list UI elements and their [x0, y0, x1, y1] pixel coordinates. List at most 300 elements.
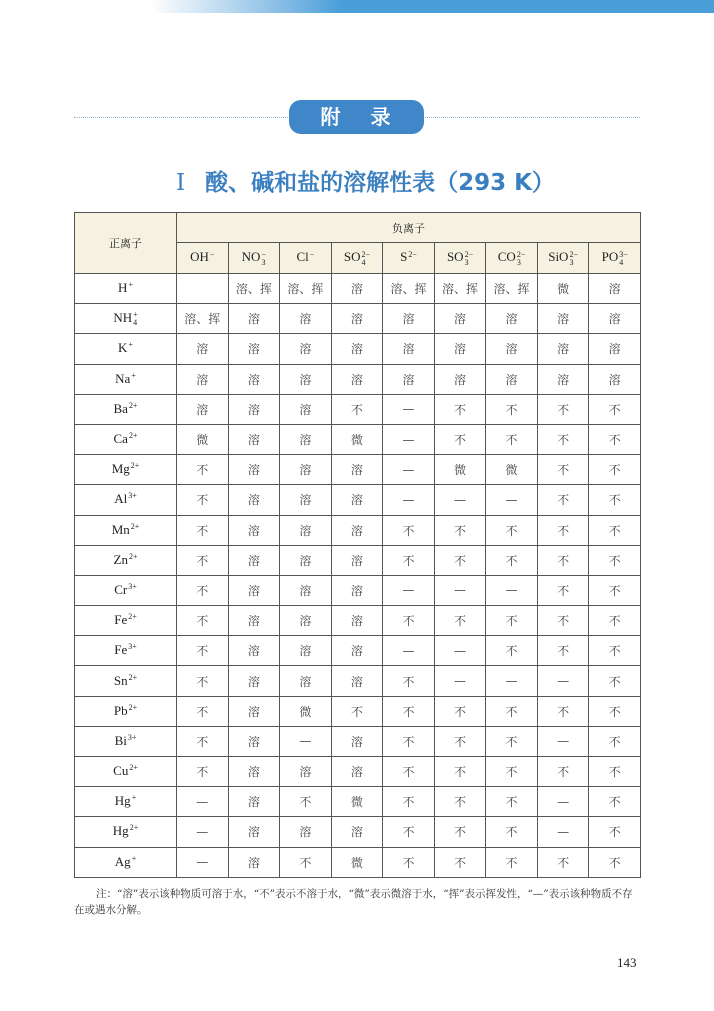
solubility-cell: 不	[537, 636, 589, 666]
solubility-cell: 不	[434, 847, 486, 877]
ion-subscript	[129, 410, 138, 418]
ion-formula	[115, 854, 136, 869]
solubility-cell: 不	[383, 545, 435, 575]
solubility-cell: 不	[486, 787, 538, 817]
solubility-cell: 溶	[280, 515, 332, 545]
ion-superscript: 2+	[128, 672, 138, 682]
ion-superscript: 3+	[128, 491, 137, 501]
ion-charge	[131, 372, 136, 388]
solubility-cell: 溶	[589, 304, 641, 334]
solubility-cell: 不	[434, 696, 486, 726]
solubility-cell: 不	[383, 666, 435, 696]
ion-formula	[446, 249, 474, 267]
cation-cell	[75, 696, 177, 726]
anion-header	[486, 243, 538, 274]
ion-formula	[114, 582, 137, 597]
solubility-cell: 不	[177, 636, 229, 666]
solubility-cell: 溶	[177, 394, 229, 424]
ion-base: Pb	[113, 702, 128, 718]
solubility-cell: 不	[486, 636, 538, 666]
solubility-cell: 不	[589, 455, 641, 485]
ion-superscript: +	[131, 370, 136, 380]
solubility-cell: 不	[589, 485, 641, 515]
ion-formula	[115, 733, 137, 748]
solubility-cell: 不	[589, 636, 641, 666]
ion-formula	[343, 249, 370, 267]
solubility-cell: —	[383, 636, 435, 666]
ion-formula	[114, 552, 138, 567]
solubility-cell: 溶	[331, 455, 383, 485]
solubility-cell: 不	[331, 696, 383, 726]
ion-charge	[361, 251, 370, 267]
solubility-cell: 微	[537, 274, 589, 304]
solubility-cell: —	[537, 726, 589, 756]
solubility-cell: 溶	[228, 606, 280, 636]
ion-superscript: +	[128, 280, 133, 290]
cation-cell	[75, 394, 177, 424]
solubility-cell: 不	[537, 757, 589, 787]
solubility-cell: —	[486, 485, 538, 515]
divider-right	[425, 117, 640, 118]
solubility-cell: —	[177, 817, 229, 847]
ion-formula	[190, 249, 214, 264]
ion-subscript	[128, 349, 133, 357]
solubility-cell: 不	[434, 424, 486, 454]
ion-subscript	[128, 591, 137, 599]
solubility-cell: 溶	[537, 364, 589, 394]
solubility-cell: 不	[589, 515, 641, 545]
ion-base: SO	[343, 249, 361, 265]
solubility-cell: 微	[331, 787, 383, 817]
ion-subscript	[129, 561, 138, 569]
ion-superscript: 2−	[361, 249, 370, 259]
ion-superscript: 2−	[516, 249, 526, 259]
table-row	[75, 274, 641, 304]
solubility-cell: 溶	[228, 696, 280, 726]
ion-superscript: 2+	[128, 702, 138, 712]
solubility-cell: 不	[383, 726, 435, 756]
solubility-cell: 溶	[537, 304, 589, 334]
solubility-cell: 不	[383, 696, 435, 726]
ion-superscript: +	[131, 853, 137, 863]
ion-superscript: 3+	[128, 642, 137, 652]
ion-formula	[115, 793, 136, 808]
solubility-cell: 溶	[331, 364, 383, 394]
solubility-cell: 溶	[280, 606, 332, 636]
solubility-cell: 溶	[280, 545, 332, 575]
solubility-cell: 溶	[280, 636, 332, 666]
solubility-cell: 溶、挥	[228, 274, 280, 304]
ion-subscript	[128, 621, 137, 629]
top-decorative-bar	[0, 0, 714, 13]
ion-superscript: 2+	[128, 400, 138, 410]
solubility-cell: 微	[331, 424, 383, 454]
solubility-cell: 不	[589, 847, 641, 877]
ion-superscript: −	[261, 249, 266, 259]
ion-base: SiO	[548, 249, 569, 265]
solubility-cell: 溶	[228, 636, 280, 666]
ion-subscript: 3	[261, 257, 266, 267]
ion-base: NO	[241, 249, 261, 265]
solubility-cell: 不	[331, 394, 383, 424]
solubility-cell: 不	[177, 606, 229, 636]
cation-cell	[75, 304, 177, 334]
solubility-cell: 溶	[228, 364, 280, 394]
ion-formula	[296, 249, 314, 264]
ion-base: Al	[114, 491, 128, 507]
solubility-cell: 不	[177, 726, 229, 756]
solubility-cell: —	[434, 636, 486, 666]
table-row	[75, 455, 641, 485]
table-row	[75, 726, 641, 756]
solubility-cell: 不	[589, 606, 641, 636]
ion-superscript: 2−	[569, 249, 578, 259]
solubility-cell: 溶	[177, 364, 229, 394]
solubility-cell: 不	[383, 847, 435, 877]
solubility-cell: —	[434, 575, 486, 605]
table-row	[75, 334, 641, 364]
solubility-cell: 不	[177, 545, 229, 575]
cation-cell	[75, 636, 177, 666]
ion-subscript	[128, 500, 137, 508]
solubility-cell: 溶、挥	[434, 274, 486, 304]
table-row	[75, 485, 641, 515]
ion-subscript: 4	[361, 257, 366, 267]
ion-formula	[497, 249, 526, 267]
solubility-cell: 溶	[589, 334, 641, 364]
solubility-cell: 不	[434, 515, 486, 545]
cation-header: 正离子	[75, 213, 177, 274]
ion-base: Cr	[114, 581, 128, 597]
solubility-cell: 溶	[280, 666, 332, 696]
ion-subscript	[310, 259, 315, 267]
table-row	[75, 636, 641, 666]
solubility-cell: 溶	[383, 304, 435, 334]
solubility-cell: 溶	[280, 334, 332, 364]
solubility-cell: 溶	[228, 757, 280, 787]
ion-formula	[548, 249, 578, 267]
anion-header	[228, 243, 280, 274]
ion-charge	[133, 311, 138, 327]
ion-subscript	[210, 259, 215, 267]
solubility-cell: 溶、挥	[177, 304, 229, 334]
ion-subscript: 4	[133, 318, 138, 328]
ion-base: Sn	[113, 672, 128, 688]
solubility-cell: 不	[486, 424, 538, 454]
solubility-cell: 不	[383, 515, 435, 545]
solubility-cell: 溶	[228, 817, 280, 847]
cation-cell	[75, 787, 177, 817]
ion-charge	[128, 341, 133, 357]
solubility-cell: 不	[434, 545, 486, 575]
ion-superscript: 2+	[129, 823, 139, 833]
solubility-cell: 微	[331, 847, 383, 877]
solubility-cell: —	[177, 787, 229, 817]
title-text: 酸、碱和盐的溶解性表（293 K）	[205, 170, 555, 196]
ion-base: SO	[446, 249, 464, 265]
appendix-badge	[289, 100, 424, 134]
solubility-cell: 溶	[280, 424, 332, 454]
solubility-cell: 溶、挥	[486, 274, 538, 304]
solubility-cell: 溶	[228, 847, 280, 877]
ion-base: S	[400, 249, 408, 265]
solubility-cell: —	[383, 485, 435, 515]
solubility-cell: 溶	[331, 485, 383, 515]
ion-charge	[129, 674, 138, 690]
solubility-cell: 溶	[331, 545, 383, 575]
ion-charge	[128, 613, 137, 629]
solubility-cell: 不	[589, 696, 641, 726]
solubility-cell: 溶	[228, 515, 280, 545]
cation-cell	[75, 606, 177, 636]
ion-superscript: 2+	[130, 461, 140, 471]
solubility-cell: 不	[177, 575, 229, 605]
solubility-cell: 溶	[228, 787, 280, 817]
ion-base: Mn	[111, 521, 130, 537]
solubility-table	[74, 212, 641, 878]
solubility-cell: 溶	[383, 334, 435, 364]
ion-superscript: 2−	[464, 249, 474, 259]
ion-charge	[517, 251, 526, 267]
solubility-cell: 不	[434, 606, 486, 636]
solubility-cell: 不	[589, 666, 641, 696]
solubility-cell: 不	[434, 394, 486, 424]
solubility-cell: 溶	[280, 757, 332, 787]
solubility-cell: —	[486, 666, 538, 696]
table-row	[75, 304, 641, 334]
ion-charge	[129, 432, 138, 448]
solubility-cell: 溶	[589, 274, 641, 304]
solubility-cell: 不	[486, 847, 538, 877]
ion-base: Hg	[114, 793, 131, 809]
ion-superscript: 3+	[127, 732, 137, 742]
anion-header	[537, 243, 589, 274]
solubility-cell: —	[383, 424, 435, 454]
anion-header	[331, 243, 383, 274]
solubility-cell: 不	[537, 455, 589, 485]
cation-cell	[75, 666, 177, 696]
solubility-cell: 溶	[228, 666, 280, 696]
table-row	[75, 606, 641, 636]
ion-charge	[261, 251, 266, 267]
ion-subscript	[129, 712, 138, 720]
solubility-cell: 溶	[331, 726, 383, 756]
ion-base: Fe	[114, 642, 128, 658]
ion-subscript: 3	[464, 257, 469, 267]
solubility-cell: 不	[589, 545, 641, 575]
ion-subscript	[132, 863, 137, 871]
solubility-cell: 不	[177, 666, 229, 696]
ion-charge	[619, 251, 628, 267]
cation-cell	[75, 485, 177, 515]
ion-subscript	[129, 772, 138, 780]
ion-superscript: +	[133, 310, 138, 320]
table-row	[75, 696, 641, 726]
ion-superscript: 3+	[128, 581, 137, 591]
ion-charge	[129, 402, 138, 418]
title-number: I	[176, 170, 186, 196]
solubility-cell: —	[434, 666, 486, 696]
ion-charge	[129, 704, 138, 720]
ion-base: Hg	[112, 823, 129, 839]
anion-header	[589, 243, 641, 274]
ion-formula	[113, 310, 138, 328]
solubility-cell: 不	[589, 817, 641, 847]
solubility-cell: 不	[537, 847, 589, 877]
solubility-cell: 溶	[331, 606, 383, 636]
ion-subscript	[128, 289, 133, 297]
solubility-cell: —	[537, 666, 589, 696]
ion-base: K	[118, 340, 128, 356]
solubility-cell: 不	[280, 847, 332, 877]
cation-cell	[75, 334, 177, 364]
ion-base: Cl	[296, 249, 309, 265]
table-row	[75, 515, 641, 545]
anion-header	[177, 243, 229, 274]
solubility-cell: 溶	[228, 575, 280, 605]
ion-base: Ag	[114, 853, 131, 869]
table-row	[75, 666, 641, 696]
anion-header	[280, 243, 332, 274]
ion-charge	[210, 251, 215, 267]
solubility-cell: —	[383, 455, 435, 485]
solubility-cell: 不	[434, 817, 486, 847]
ion-base: Na	[115, 370, 131, 386]
solubility-cell	[177, 274, 229, 304]
ion-base: PO	[601, 249, 619, 265]
solubility-cell: 不	[486, 696, 538, 726]
solubility-cell: 不	[589, 757, 641, 787]
ion-charge	[130, 824, 139, 840]
solubility-cell: 不	[177, 757, 229, 787]
ion-base: Zn	[113, 551, 128, 567]
solubility-cell: 溶	[228, 545, 280, 575]
cation-cell	[75, 575, 177, 605]
ion-superscript: −	[309, 249, 315, 259]
solubility-cell: 溶	[434, 304, 486, 334]
solubility-cell: 溶	[434, 364, 486, 394]
ion-charge	[132, 794, 137, 810]
solubility-cell: 不	[383, 787, 435, 817]
solubility-cell: 溶	[486, 334, 538, 364]
solubility-cell: 不	[177, 485, 229, 515]
solubility-cell: 不	[434, 757, 486, 787]
solubility-cell: 不	[486, 606, 538, 636]
solubility-cell: 不	[589, 787, 641, 817]
ion-charge	[465, 251, 474, 267]
ion-superscript: 2+	[130, 521, 140, 531]
solubility-cell: 溶	[228, 334, 280, 364]
ion-superscript: 2+	[129, 763, 138, 773]
cation-cell	[75, 455, 177, 485]
solubility-cell: 溶	[280, 817, 332, 847]
ion-charge	[310, 251, 315, 267]
ion-subscript: 4	[619, 257, 624, 267]
ion-charge	[128, 583, 137, 599]
divider-left	[74, 117, 288, 118]
solubility-cell: 溶	[280, 455, 332, 485]
solubility-cell: 不	[589, 575, 641, 605]
solubility-cell: 溶	[331, 304, 383, 334]
ion-base: OH	[190, 249, 209, 265]
appendix-char-1: 附	[320, 105, 343, 129]
ion-superscript: 2+	[128, 612, 137, 622]
ion-superscript: −	[209, 249, 215, 259]
cation-cell	[75, 847, 177, 877]
ion-subscript: 3	[516, 257, 521, 267]
ion-charge	[131, 523, 140, 539]
cation-cell	[75, 545, 177, 575]
ion-charge	[132, 855, 137, 871]
ion-base: H	[118, 280, 128, 296]
ion-superscript: 3−	[619, 249, 628, 259]
ion-superscript: +	[128, 340, 133, 350]
solubility-cell: —	[537, 787, 589, 817]
table-row	[75, 817, 641, 847]
solubility-cell: 不	[177, 455, 229, 485]
page-title	[176, 164, 555, 197]
ion-base: NH	[113, 310, 133, 326]
solubility-cell: 溶	[228, 304, 280, 334]
ion-base: Cu	[113, 763, 129, 779]
table-row	[75, 545, 641, 575]
solubility-cell: 不	[434, 726, 486, 756]
table-row	[75, 364, 641, 394]
solubility-cell: 微	[280, 696, 332, 726]
solubility-cell: 不	[486, 394, 538, 424]
cation-cell	[75, 424, 177, 454]
solubility-cell: 溶	[486, 364, 538, 394]
solubility-cell: 不	[537, 545, 589, 575]
cation-cell	[75, 515, 177, 545]
solubility-cell: 不	[177, 696, 229, 726]
ion-formula	[114, 673, 137, 688]
solubility-cell: 不	[486, 757, 538, 787]
ion-formula	[115, 371, 136, 386]
ion-subscript	[130, 832, 139, 840]
solubility-cell: 溶	[383, 364, 435, 394]
solubility-cell: 不	[486, 726, 538, 756]
ion-formula	[241, 249, 266, 267]
solubility-cell: 不	[383, 817, 435, 847]
ion-charge	[129, 553, 138, 569]
cation-cell	[75, 364, 177, 394]
solubility-cell: 不	[537, 485, 589, 515]
ion-formula	[112, 461, 140, 476]
solubility-cell: 不	[537, 515, 589, 545]
solubility-cell: —	[537, 817, 589, 847]
solubility-cell: 不	[589, 726, 641, 756]
solubility-cell: 溶	[177, 334, 229, 364]
solubility-cell: 不	[537, 696, 589, 726]
solubility-cell: 不	[434, 787, 486, 817]
anion-group-header: 负离子	[177, 213, 641, 243]
ion-superscript: 2−	[408, 249, 417, 259]
cation-cell	[75, 726, 177, 756]
ion-subscript	[132, 802, 137, 810]
ion-formula	[114, 612, 137, 627]
ion-subscript	[408, 259, 417, 267]
ion-base: Ba	[113, 400, 128, 416]
solubility-cell: 溶	[280, 304, 332, 334]
ion-superscript: 2+	[128, 551, 138, 561]
solubility-cell: 不	[537, 394, 589, 424]
solubility-cell: —	[280, 726, 332, 756]
solubility-cell: —	[177, 847, 229, 877]
solubility-cell: 溶	[486, 304, 538, 334]
ion-charge	[128, 281, 133, 297]
ion-base: Bi	[114, 732, 127, 748]
